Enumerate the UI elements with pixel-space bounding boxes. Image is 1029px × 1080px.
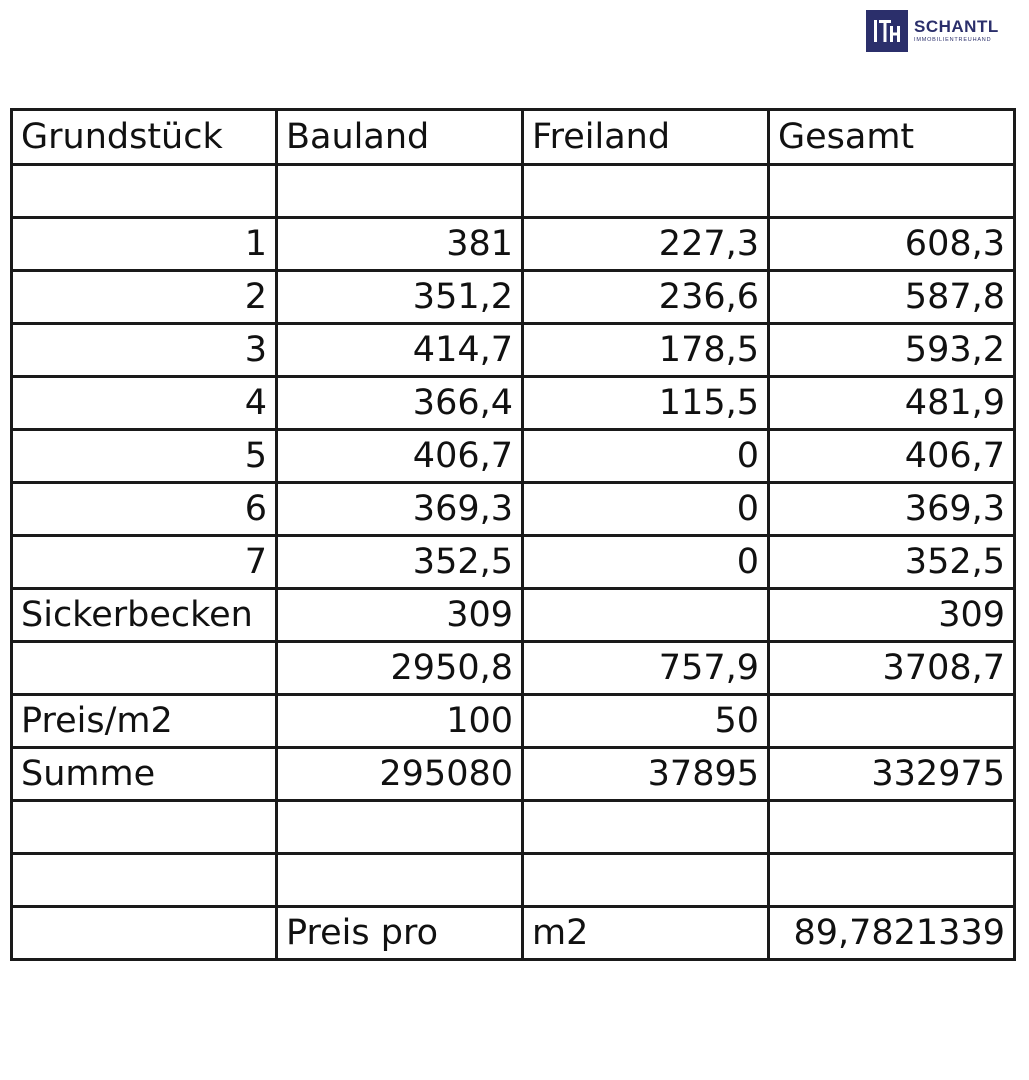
table-row xyxy=(12,642,1015,695)
cell-gesamt: 481,9 xyxy=(769,377,1015,430)
header-freiland: Freiland xyxy=(523,110,769,165)
cell-gesamt xyxy=(769,695,1015,748)
table-row xyxy=(12,589,1015,642)
header-grundstueck: Grundstück xyxy=(12,110,277,165)
cell-freiland: 227,3 xyxy=(523,218,769,271)
cell-bauland: 2950,8 xyxy=(277,642,523,695)
cell-grundstueck: 3 xyxy=(12,324,277,377)
header-bauland: Bauland xyxy=(277,110,523,165)
cell-bauland: 369,3 xyxy=(277,483,523,536)
cell-grundstueck: 2 xyxy=(12,271,277,324)
cell-gesamt: 587,8 xyxy=(769,271,1015,324)
cell-freiland: 0 xyxy=(523,430,769,483)
cell-freiland: 236,6 xyxy=(523,271,769,324)
cell-gesamt: 406,7 xyxy=(769,430,1015,483)
table-row xyxy=(12,748,1015,801)
cell-freiland xyxy=(523,801,769,854)
cell-grundstueck xyxy=(12,165,277,218)
cell-freiland: 50 xyxy=(523,695,769,748)
cell-gesamt: 608,3 xyxy=(769,218,1015,271)
table-row xyxy=(12,536,1015,589)
cell-bauland: 414,7 xyxy=(277,324,523,377)
cell-bauland: 381 xyxy=(277,218,523,271)
cell-bauland: 100 xyxy=(277,695,523,748)
logo-subtitle: IMMOBILIENTREUHAND xyxy=(914,37,992,44)
cell-grundstueck: 6 xyxy=(12,483,277,536)
cell-grundstueck xyxy=(12,907,277,960)
cell-bauland: 351,2 xyxy=(277,271,523,324)
cell-freiland: m2 xyxy=(523,907,769,960)
cell-freiland: 0 xyxy=(523,483,769,536)
cell-freiland xyxy=(523,854,769,907)
cell-grundstueck xyxy=(12,854,277,907)
logo-name: SCHANTL xyxy=(914,17,999,37)
cell-freiland: 178,5 xyxy=(523,324,769,377)
cell-gesamt: 309 xyxy=(769,589,1015,642)
logo-mark-icon xyxy=(866,10,908,52)
cell-gesamt xyxy=(769,165,1015,218)
cell-gesamt xyxy=(769,854,1015,907)
cell-freiland: 757,9 xyxy=(523,642,769,695)
cell-bauland xyxy=(277,801,523,854)
cell-gesamt: 3708,7 xyxy=(769,642,1015,695)
table-header-row xyxy=(12,110,1015,165)
cell-grundstueck: 1 xyxy=(12,218,277,271)
cell-bauland: 352,5 xyxy=(277,536,523,589)
cell-bauland: 366,4 xyxy=(277,377,523,430)
cell-grundstueck xyxy=(12,642,277,695)
table-row xyxy=(12,271,1015,324)
cell-freiland xyxy=(523,165,769,218)
cell-gesamt: 593,2 xyxy=(769,324,1015,377)
cell-freiland: 0 xyxy=(523,536,769,589)
cell-grundstueck: Preis/m2 xyxy=(12,695,277,748)
cell-bauland: 309 xyxy=(277,589,523,642)
table-row xyxy=(12,324,1015,377)
cell-grundstueck xyxy=(12,801,277,854)
cell-gesamt: 89,7821339 xyxy=(769,907,1015,960)
table-row xyxy=(12,377,1015,430)
cell-grundstueck: 5 xyxy=(12,430,277,483)
table-row xyxy=(12,165,1015,218)
table-row xyxy=(12,854,1015,907)
cell-bauland: Preis pro xyxy=(277,907,523,960)
table-row xyxy=(12,907,1015,960)
header-gesamt: Gesamt xyxy=(769,110,1015,165)
table-row xyxy=(12,218,1015,271)
company-logo xyxy=(866,10,1022,52)
cell-bauland: 406,7 xyxy=(277,430,523,483)
cell-grundstueck: 4 xyxy=(12,377,277,430)
cell-bauland: 295080 xyxy=(277,748,523,801)
table-row xyxy=(12,430,1015,483)
cell-gesamt: 369,3 xyxy=(769,483,1015,536)
table-row xyxy=(12,483,1015,536)
cell-bauland xyxy=(277,854,523,907)
cell-grundstueck: 7 xyxy=(12,536,277,589)
table-row xyxy=(12,695,1015,748)
cell-gesamt: 352,5 xyxy=(769,536,1015,589)
cell-freiland: 37895 xyxy=(523,748,769,801)
cell-grundstueck: Sickerbecken xyxy=(12,589,277,642)
cell-bauland xyxy=(277,165,523,218)
cell-gesamt xyxy=(769,801,1015,854)
land-area-table xyxy=(10,108,1016,961)
cell-gesamt: 332975 xyxy=(769,748,1015,801)
cell-freiland: 115,5 xyxy=(523,377,769,430)
table-row xyxy=(12,801,1015,854)
cell-freiland xyxy=(523,589,769,642)
cell-grundstueck: Summe xyxy=(12,748,277,801)
